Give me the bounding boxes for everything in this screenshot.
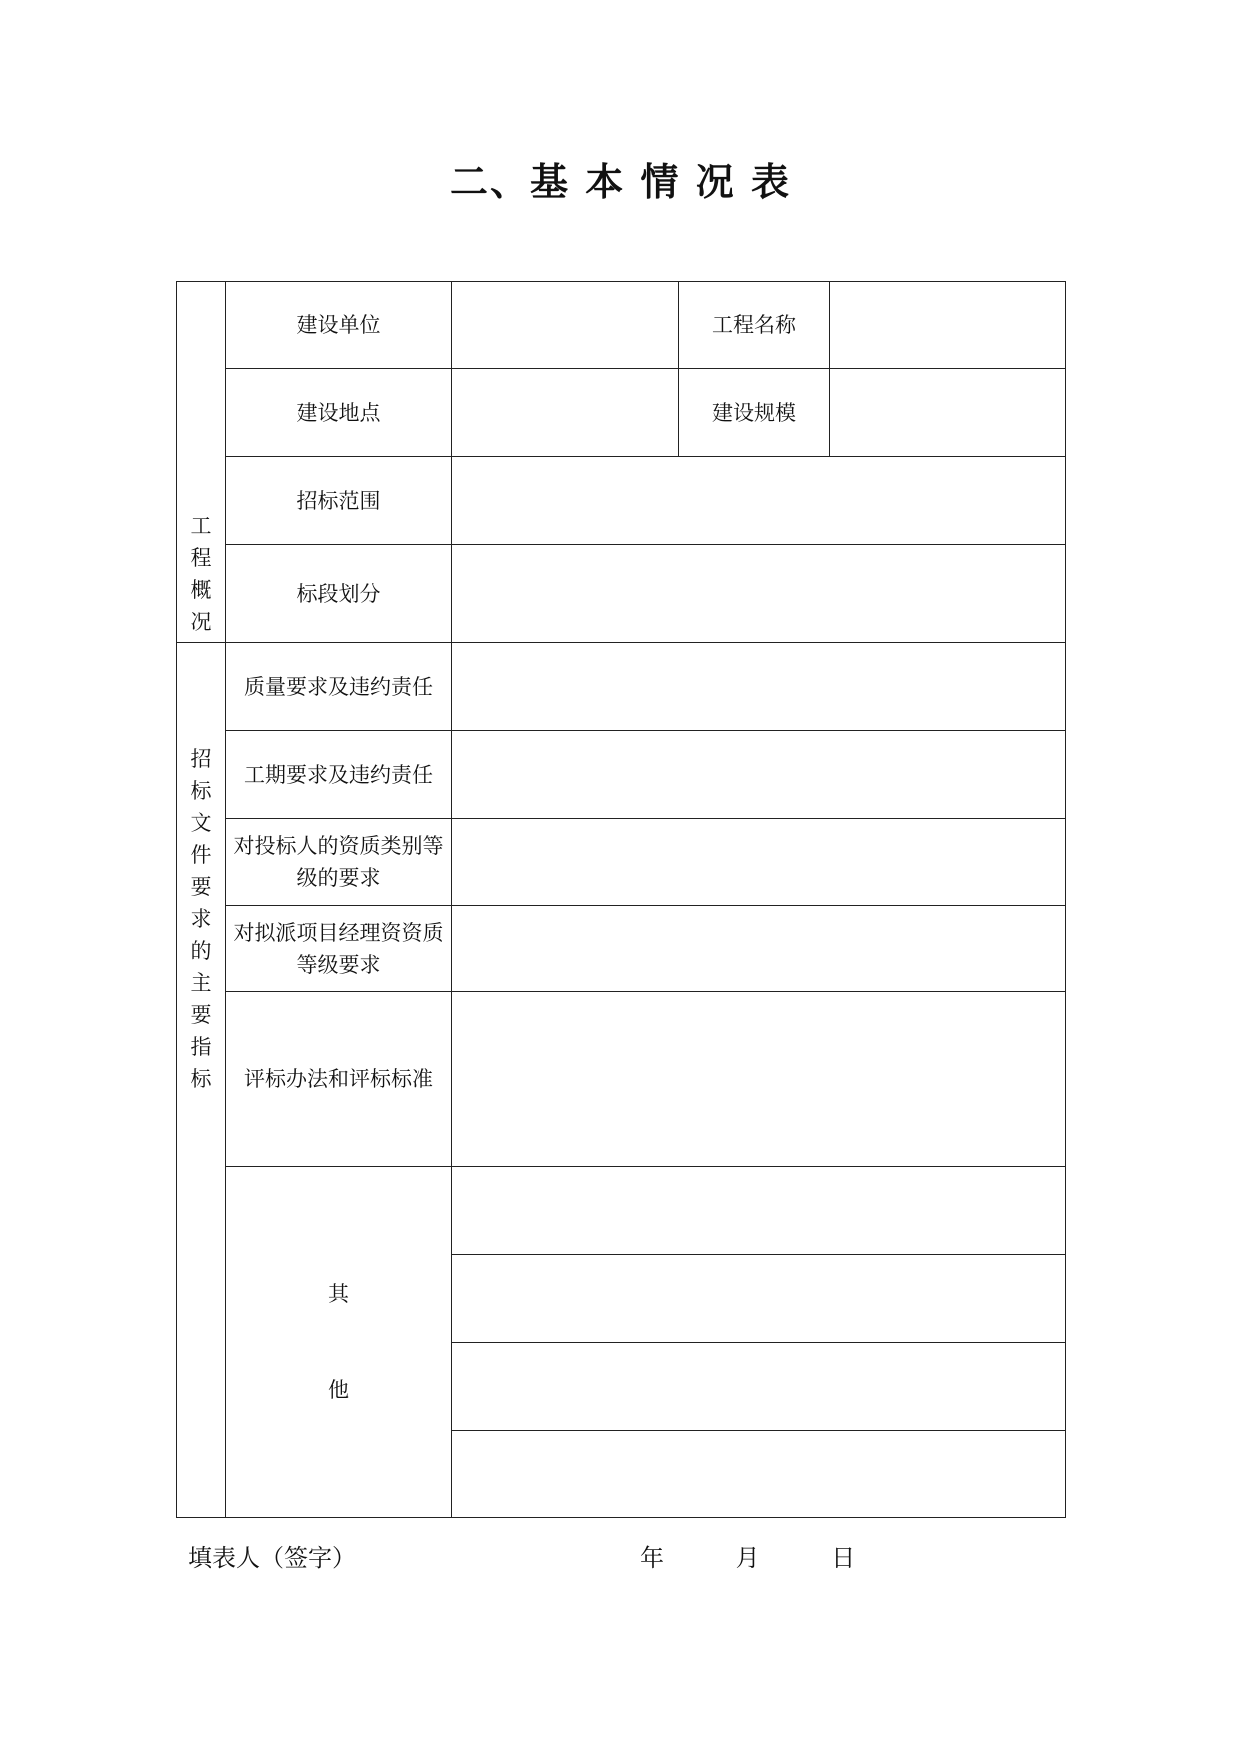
category-label: 招标文件要求的主要指标: [190, 747, 212, 1091]
value-other-2[interactable]: [452, 1255, 1066, 1343]
value-project-name[interactable]: [830, 282, 1066, 369]
value-schedule-requirements[interactable]: [452, 731, 1066, 819]
value-construction-unit[interactable]: [452, 282, 679, 369]
label-bidder-qualification: 对投标人的资质类别等级的要求: [226, 819, 452, 906]
label-manager-qualification: 对拟派项目经理资资质等级要求: [226, 906, 452, 992]
label-project-name: 工程名称: [679, 282, 830, 369]
value-other-4[interactable]: [452, 1431, 1066, 1518]
other-char-1: 其: [328, 1282, 349, 1306]
category-main-indicators: [177, 643, 226, 1518]
value-bidder-qualification[interactable]: [452, 819, 1066, 906]
label-evaluation-method: 评标办法和评标标准: [226, 992, 452, 1167]
label-construction-scale: 建设规模: [679, 369, 830, 457]
label-schedule-requirements: 工期要求及违约责任: [226, 731, 452, 819]
date-line: [640, 1540, 855, 1576]
value-section-division[interactable]: [452, 545, 1066, 643]
category-project-overview: [177, 282, 226, 643]
page-title: 二、基 本 情 况 表: [450, 159, 791, 204]
value-construction-site[interactable]: [452, 369, 679, 457]
value-construction-scale[interactable]: [830, 369, 1066, 457]
value-other-1[interactable]: [452, 1167, 1066, 1255]
other-char-2: 他: [328, 1378, 349, 1402]
filler-signature: 填表人（签字）: [188, 1544, 356, 1572]
label-other: [226, 1167, 452, 1518]
value-quality-requirements[interactable]: [452, 643, 1066, 731]
label-quality-requirements: 质量要求及违约责任: [226, 643, 452, 731]
year-label: 年: [640, 1544, 664, 1572]
label-construction-unit: 建设单位: [226, 282, 452, 369]
month-label: 月: [735, 1544, 760, 1572]
label-bidding-scope: 招标范围: [226, 457, 452, 545]
category-label: 工程概况: [190, 514, 212, 634]
value-evaluation-method[interactable]: [452, 992, 1066, 1167]
value-other-3[interactable]: [452, 1343, 1066, 1431]
label-section-division: 标段划分: [226, 545, 452, 643]
basic-info-table: [176, 281, 1066, 1518]
label-construction-site: 建设地点: [226, 369, 452, 457]
day-label: 日: [831, 1544, 856, 1572]
value-manager-qualification[interactable]: [452, 906, 1066, 992]
value-bidding-scope[interactable]: [452, 457, 1066, 545]
